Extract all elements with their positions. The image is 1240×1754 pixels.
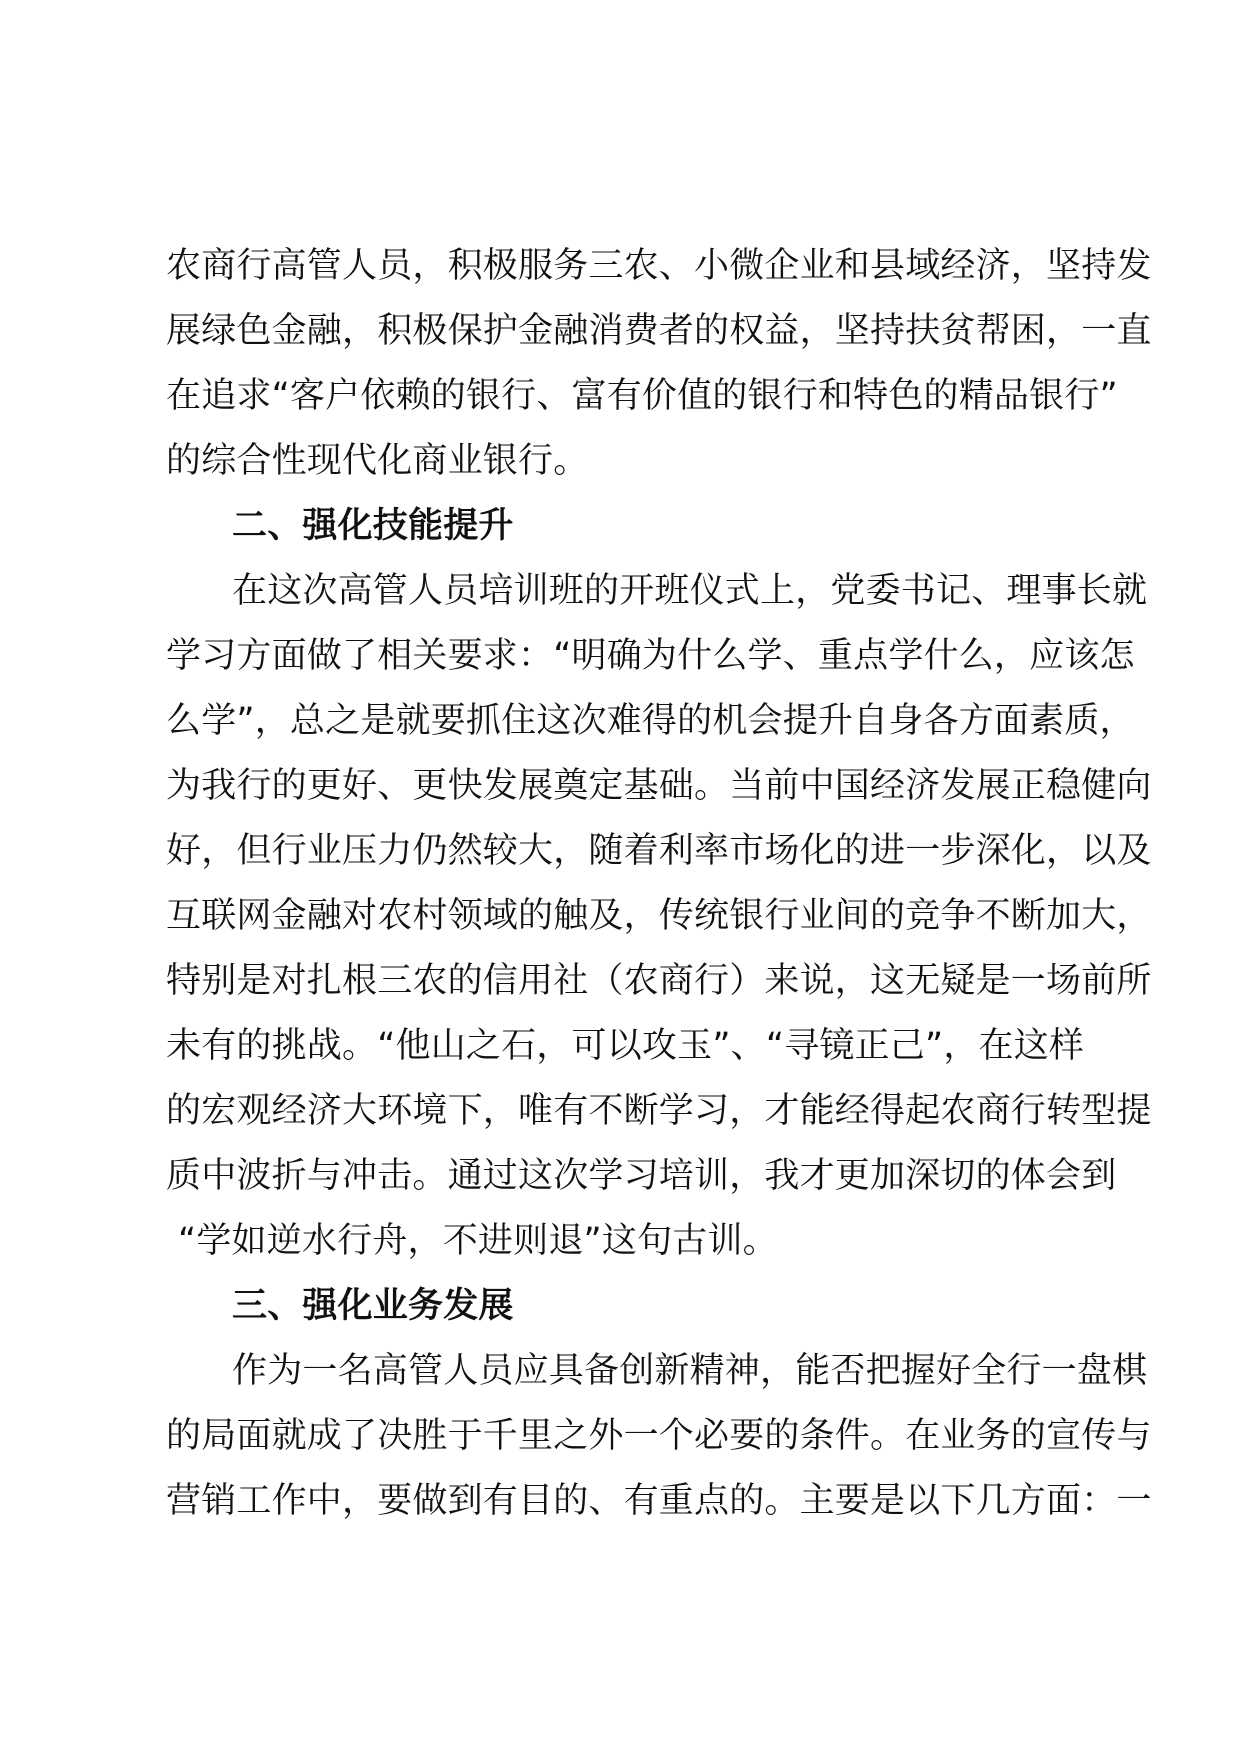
paragraph-first-line: 在这次高管人员培训班的开班仪式上，党委书记、理事长就: [232, 571, 1148, 611]
text-line: 好，但行业压力仍然较大，随着利率市场化的进一步深化，以及: [166, 831, 1152, 871]
text-line: “学如逆水行舟，不进则退”这句古训。: [178, 1221, 778, 1261]
text-line: 的综合性现代化商业银行。: [166, 441, 589, 481]
text-line: 互联网金融对农村领域的触及，传统银行业间的竞争不断加大，: [166, 896, 1152, 936]
text-line: 质中波折与冲击。通过这次学习培训，我才更加深切的体会到: [166, 1156, 1117, 1196]
text-line: 的局面就成了决胜于千里之外一个必要的条件。在业务的宣传与: [166, 1416, 1152, 1456]
text-line: 特别是对扎根三农的信用社（农商行）来说，这无疑是一场前所: [166, 961, 1152, 1001]
paragraph-first-line: 作为一名高管人员应具备创新精神，能否把握好全行一盘棋: [232, 1351, 1148, 1391]
text-line: 的宏观经济大环境下，唯有不断学习，才能经得起农商行转型提: [166, 1091, 1152, 1131]
section-heading: 二、强化技能提升: [232, 506, 514, 546]
text-line: 未有的挑战。“他山之石，可以攻玉”、“寻镜正己”，在这样: [166, 1026, 1085, 1066]
body-text: [166, 234, 1152, 1534]
text-line: 为我行的更好、更快发展奠定基础。当前中国经济发展正稳健向: [166, 766, 1152, 806]
text-line: 展绿色金融，积极保护金融消费者的权益，坚持扶贫帮困，一直: [166, 311, 1152, 351]
text-line: 么学”，总之是就要抓住这次难得的机会提升自身各方面素质，: [166, 701, 1135, 741]
text-line: 在追求“客户依赖的银行、富有价值的银行和特色的精品银行”: [166, 376, 1118, 416]
text-line: 学习方面做了相关要求：“明确为什么学、重点学什么，应该怎: [166, 636, 1135, 676]
text-line: 农商行高管人员，积极服务三农、小微企业和县域经济，坚持发: [166, 246, 1152, 286]
section-heading: 三、强化业务发展: [232, 1286, 514, 1326]
text-line: 营销工作中，要做到有目的、有重点的。主要是以下几方面：一: [166, 1481, 1152, 1521]
